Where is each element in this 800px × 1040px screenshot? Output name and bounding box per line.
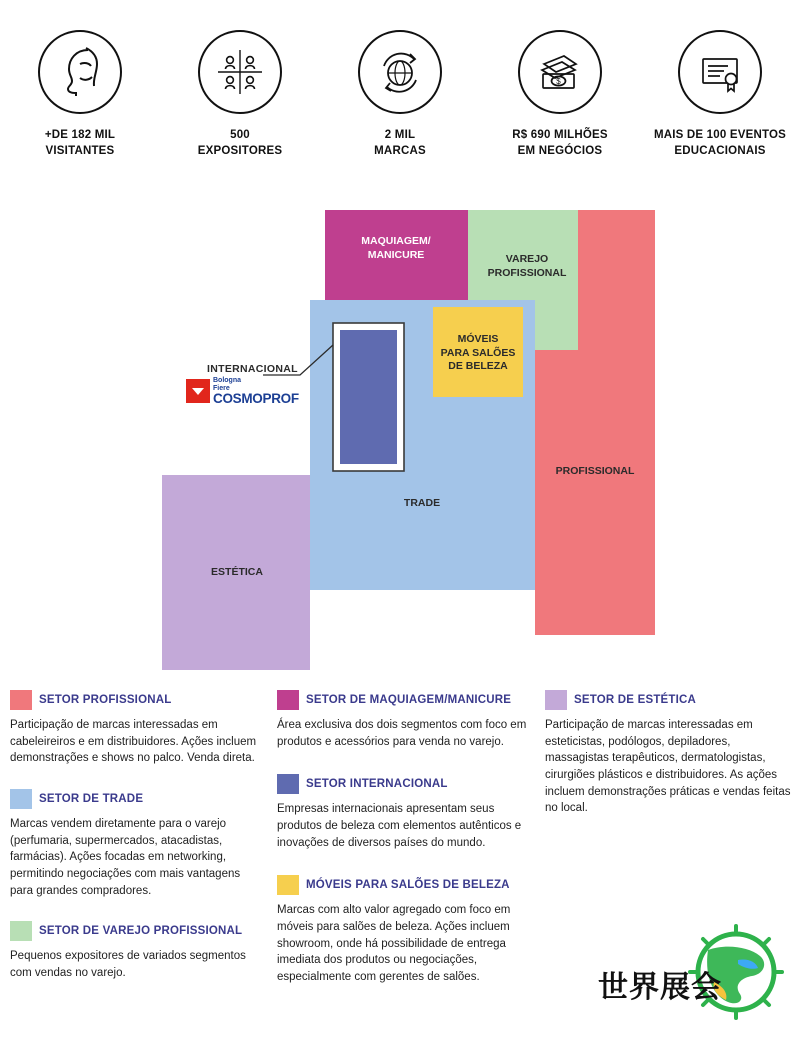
legend-body: Participação de marcas interessadas em cabeleireiros e em distribuidores. Ações incluem demonstrações e shows no palco. Venda direta. xyxy=(10,719,257,765)
legend-item-moveis-saloes-beleza xyxy=(277,875,527,985)
legend-item-setor-estetica xyxy=(545,690,793,817)
legend-body: Marcas vendem diretamente para o varejo (perfumaria, supermercados, atacadistas, farmácias). Ações focadas em networking, permitindo negociações com mais vantagens para grandes compradores. xyxy=(10,818,241,897)
legend-title: SETOR INTERNACIONAL xyxy=(306,778,448,791)
area-maquiagem-manicure xyxy=(325,210,468,300)
legend-swatch-estetica xyxy=(545,690,567,710)
map-label-line1: MÓVEIS xyxy=(457,333,499,345)
legend-title: SETOR DE ESTÉTICA xyxy=(574,694,697,706)
area-estetica xyxy=(162,475,310,670)
legend-swatch-moveis-saloes xyxy=(277,875,299,895)
legend-body: Pequenos expositores de variados segmentos com vendas no varejo. xyxy=(10,950,246,980)
legend-column-3 xyxy=(545,690,793,831)
legend-body: Participação de marcas interessadas em esteticistas, podólogos, depiladores, massagistas terapêuticos, dermatologistas, cirurgiões plásticos e distribuidores. As ações incluem demonstrações práticas e vendas feitas no local. xyxy=(545,719,791,815)
legend-column-1 xyxy=(10,690,260,996)
legend-swatch-trade xyxy=(10,789,32,809)
watermark xyxy=(598,922,788,1032)
stat-label xyxy=(5,128,155,159)
stat-label-line1: +DE 182 MIL xyxy=(44,129,116,141)
stat-label-line2: MARCAS xyxy=(374,144,426,157)
map-label-line2: MANICURE xyxy=(367,248,425,261)
legend-body: Empresas internacionais apresentam seus produtos de beleza com elementos autênticos e inovações de diversos países do mundo. xyxy=(277,803,522,849)
stat-label xyxy=(485,128,635,159)
stat-label-line1: 500 xyxy=(230,129,250,141)
svg-text:$: $ xyxy=(556,77,561,86)
bologna-fiere-mark-icon xyxy=(186,379,210,403)
legend-title: SETOR DE TRADE xyxy=(39,793,144,806)
legend-title: SETOR DE VAREJO PROFISSIONAL xyxy=(39,925,243,938)
legend-title: SETOR DE MAQUIAGEM/MANICURE xyxy=(306,694,512,706)
legend-title: MÓVEIS PARA SALÕES DE BELEZA xyxy=(306,879,510,892)
legend-swatch-internacional xyxy=(277,774,299,794)
stat-label xyxy=(325,128,475,159)
stat-label-line1: R$ 690 MILHÕES xyxy=(512,129,608,141)
logo-cosmoprof-text: COSMOPROF xyxy=(213,391,299,406)
legend-body: Marcas com alto valor agregado com foco em móveis para salões de beleza. Ações incluem showroom, onde há possibilidade de entrega imediata dos produtos ou negociações, especialmente com gerentes de salões. xyxy=(277,904,511,984)
map-label-line2: PARA SALÕES xyxy=(440,346,516,359)
exhibitors-people-icon xyxy=(198,30,282,114)
legend-title: SETOR PROFISSIONAL xyxy=(39,694,172,706)
stat-label-line1: MAIS DE 100 EVENTOS xyxy=(653,129,787,141)
face-profile-icon xyxy=(38,30,122,114)
stat-label-line2: EM NEGÓCIOS xyxy=(517,144,603,157)
area-internacional xyxy=(340,330,397,464)
stat-label-line2: EDUCACIONAIS xyxy=(674,144,766,157)
legend-swatch-maquiagem-manicure xyxy=(277,690,299,710)
map-label-line2: PROFISSIONAL xyxy=(487,266,567,279)
globe-arrows-icon xyxy=(358,30,442,114)
watermark-text: 世界展会 xyxy=(598,971,722,1004)
stat-eventos xyxy=(645,30,795,159)
cosmoprof-logo xyxy=(186,375,306,407)
legend-item-setor-trade xyxy=(10,789,260,899)
floorplan-map xyxy=(0,195,800,680)
stat-label xyxy=(645,128,795,159)
stat-marcas xyxy=(325,30,475,159)
map-label-line1: MAQUIAGEM/ xyxy=(361,235,431,247)
stats-row xyxy=(0,30,800,190)
map-label-line1: PROFISSIONAL xyxy=(555,465,635,477)
money-bills-icon xyxy=(518,30,602,114)
map-label-line1: ESTÉTICA xyxy=(211,566,263,578)
stat-label xyxy=(165,128,315,159)
legend-body: Área exclusiva dos dois segmentos com foco em produtos e acessórios para venda no varejo. xyxy=(277,719,527,748)
floorplan-shapes xyxy=(0,195,800,680)
area-moveis-saloes xyxy=(433,307,523,397)
stat-label-line2: VISITANTES xyxy=(45,144,115,157)
certificate-icon xyxy=(678,30,762,114)
stat-negocios xyxy=(485,30,635,159)
map-label-internacional: INTERNACIONAL xyxy=(207,363,298,375)
legend-swatch-profissional xyxy=(10,690,32,710)
stat-visitantes xyxy=(5,30,155,159)
legend-swatch-varejo-profissional xyxy=(10,921,32,941)
legend-item-setor-varejo-profissional xyxy=(10,921,260,981)
map-label-line3: DE BELEZA xyxy=(448,360,508,373)
legend-item-setor-maquiagem-manicure xyxy=(277,690,527,750)
stat-label-line2: EXPOSITORES xyxy=(197,144,283,157)
stat-expositores xyxy=(165,30,315,159)
map-label-line1: TRADE xyxy=(403,497,441,509)
stat-label-line1: 2 MIL xyxy=(384,129,416,141)
legend-item-setor-internacional xyxy=(277,774,527,851)
logo-line2: Fiere xyxy=(213,385,230,393)
legend-column-2 xyxy=(277,690,527,1000)
map-label-line1: VAREJO xyxy=(505,253,549,265)
logo-line1: Bologna xyxy=(213,377,241,384)
legend-item-setor-profissional xyxy=(10,690,260,767)
